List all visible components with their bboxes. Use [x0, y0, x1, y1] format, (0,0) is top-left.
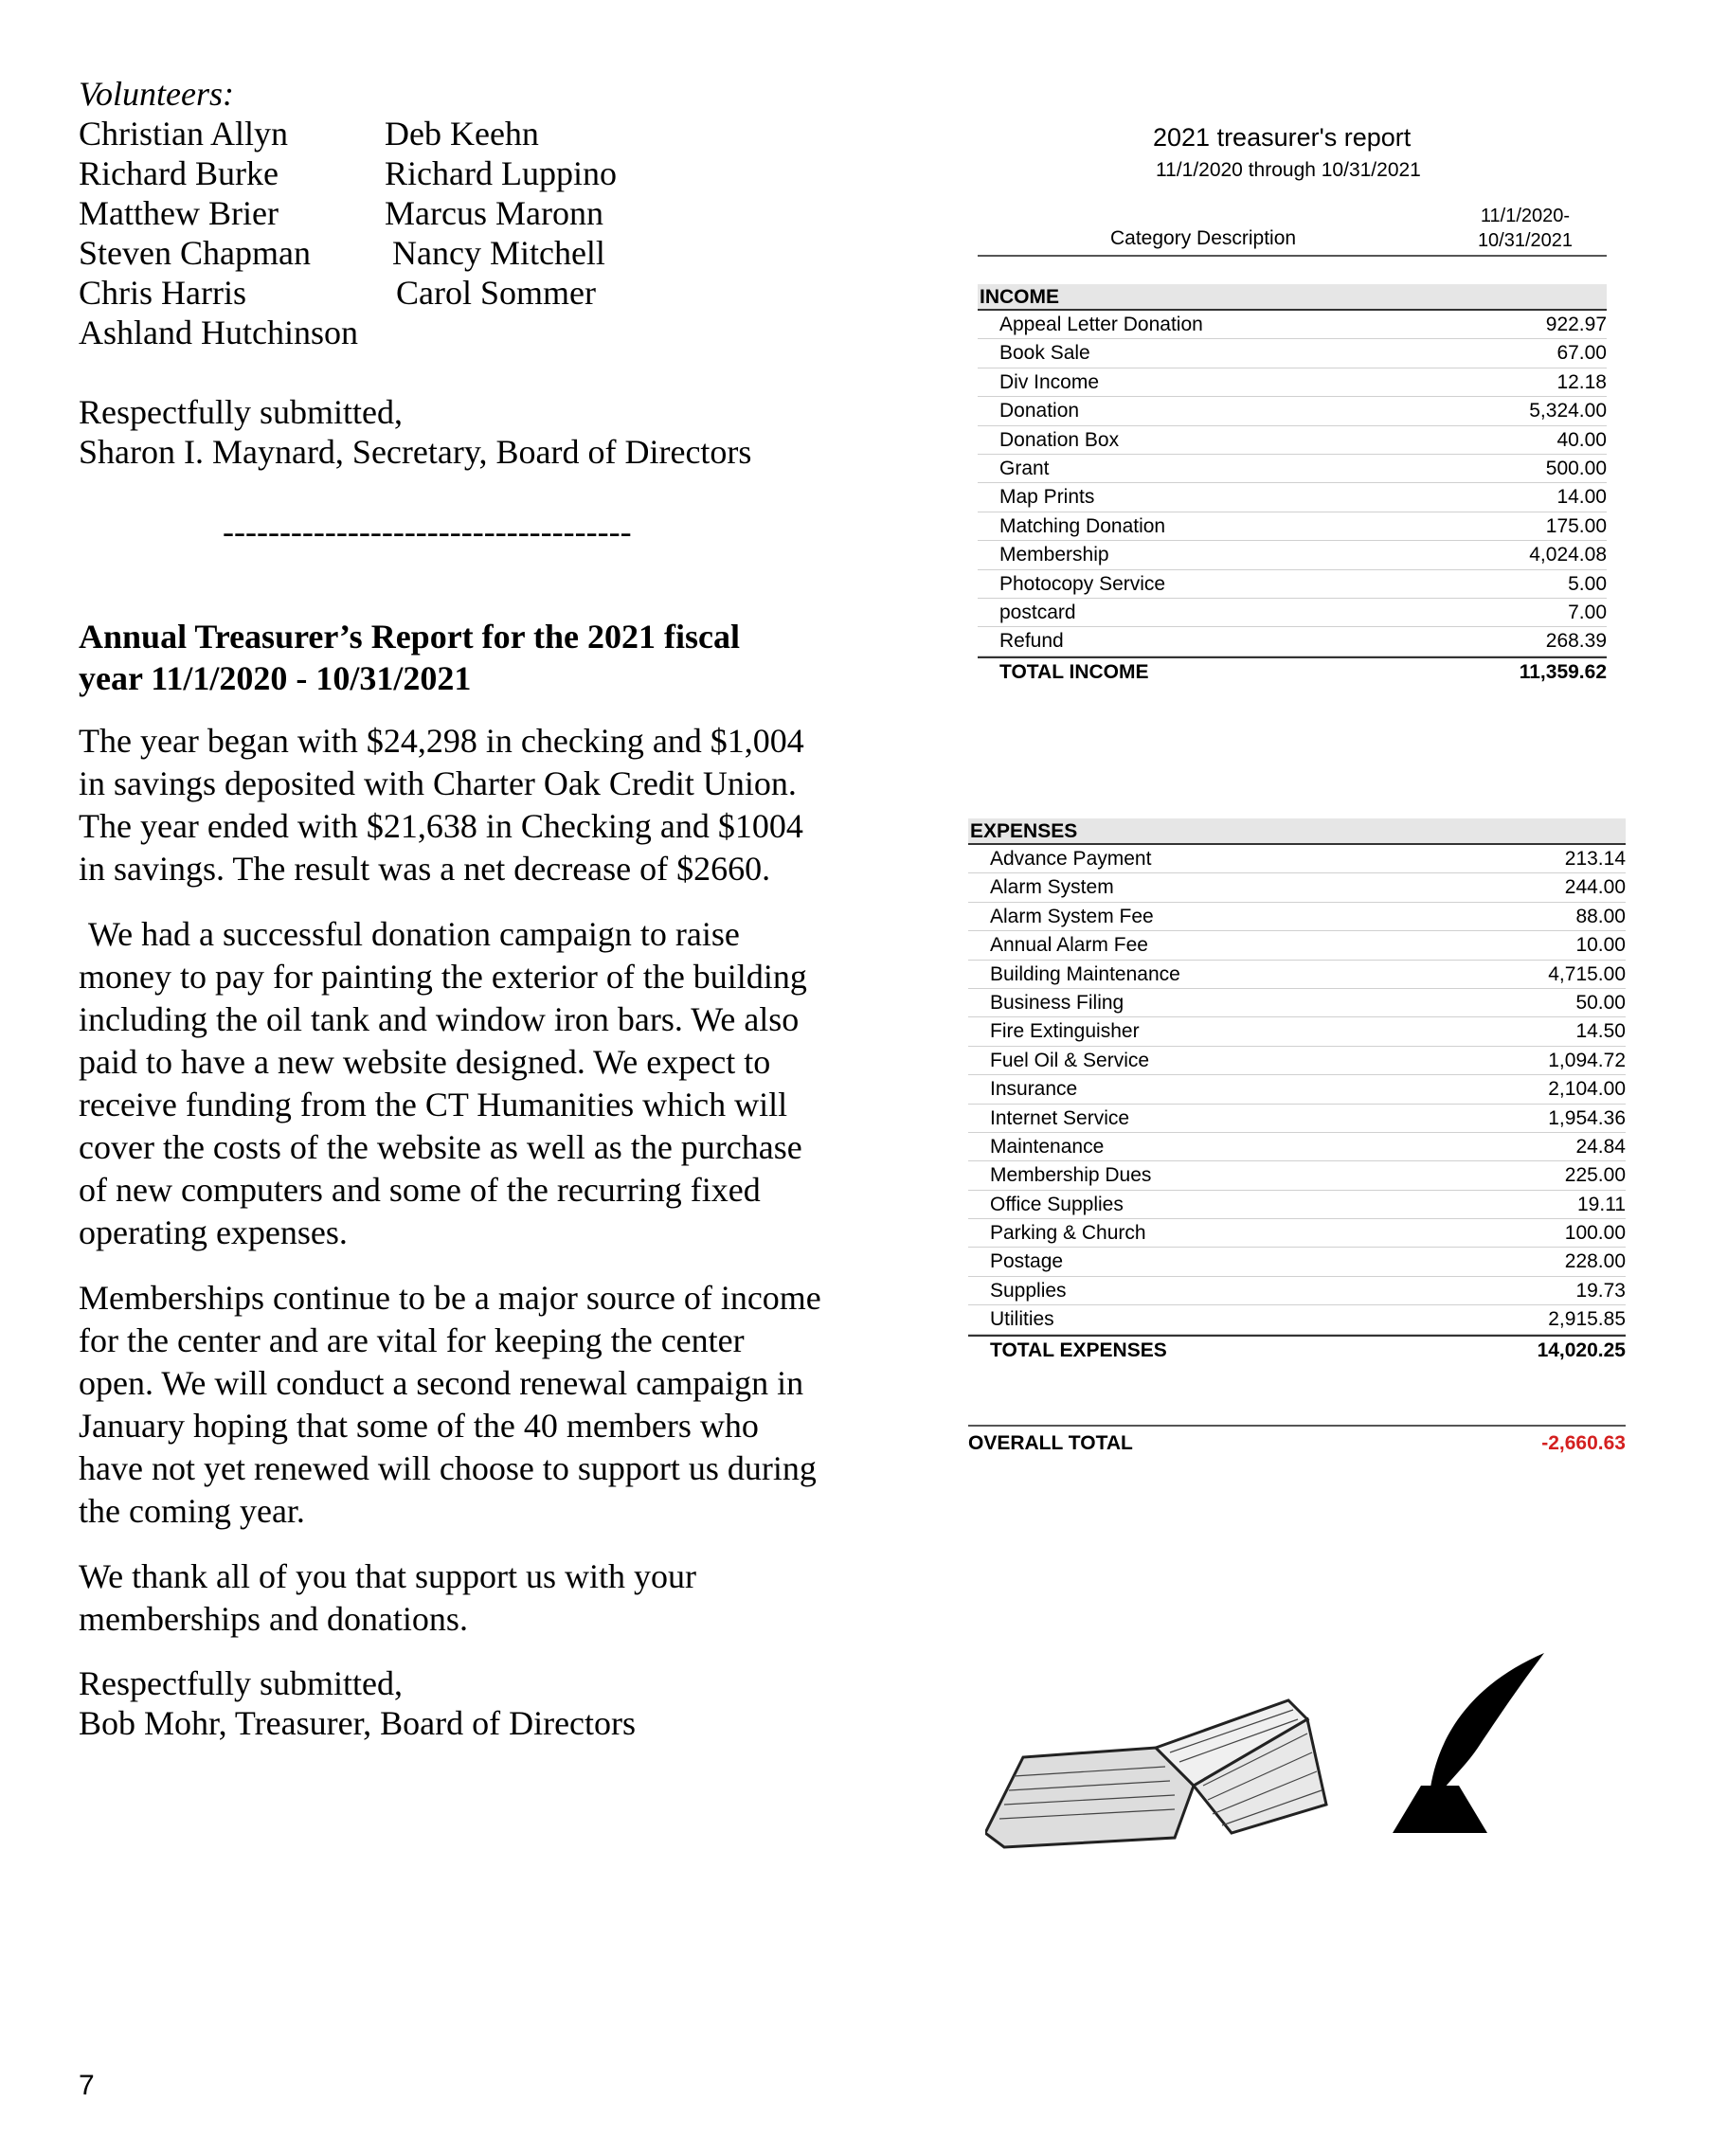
open-ledger-book-icon	[985, 1700, 1326, 1847]
income-amount: 40.00	[1556, 428, 1607, 451]
expense-row	[968, 1105, 1626, 1133]
expense-row	[968, 1075, 1626, 1104]
period-line: 11/1/2020-	[1480, 206, 1571, 226]
expense-row	[968, 1047, 1626, 1075]
expense-amount: 50.00	[1575, 991, 1626, 1014]
income-name: Book Sale	[999, 342, 1090, 365]
expense-amount: 19.73	[1575, 1279, 1626, 1302]
total-income-label: TOTAL INCOME	[999, 660, 1149, 683]
expense-amount: 2,915.85	[1548, 1308, 1626, 1331]
income-row	[978, 311, 1607, 339]
expense-amount: 228.00	[1564, 1250, 1626, 1273]
expense-row	[968, 1017, 1626, 1046]
income-heading: INCOME	[978, 284, 1607, 311]
total-income-amount: 11,359.62	[1519, 660, 1607, 683]
expense-amount: 2,104.00	[1548, 1078, 1626, 1101]
income-row	[978, 426, 1607, 455]
statement-title: 2021 treasurer's report	[1153, 123, 1412, 152]
report-title-line: Annual Treasurer’s Report for the 2021 fiscal	[79, 618, 740, 656]
expense-name: Business Filing	[990, 991, 1124, 1014]
statement-subtitle: 11/1/2020 through 10/31/2021	[1156, 159, 1421, 181]
volunteer-name	[385, 313, 837, 352]
income-name: Donation	[999, 400, 1080, 422]
income-name: Photocopy Service	[999, 572, 1166, 595]
expense-row	[968, 1133, 1626, 1161]
expenses-heading: EXPENSES	[968, 818, 1626, 845]
expense-amount: 100.00	[1564, 1222, 1626, 1245]
expense-name: Alarm System Fee	[990, 905, 1154, 927]
expense-row	[968, 961, 1626, 989]
expense-row	[968, 1191, 1626, 1219]
income-amount: 268.39	[1545, 630, 1607, 653]
expense-name: Postage	[990, 1250, 1064, 1273]
quill-inkwell-icon	[1393, 1653, 1544, 1833]
signature-line: Respectfully submitted,	[79, 393, 403, 431]
volunteer-name: Ashland Hutchinson	[79, 314, 358, 351]
income-name: Grant	[999, 457, 1050, 479]
report-paragraph: The year began with $24,298 in checking and $1,004 in savings deposited with Charter Oak Credit Union. The year ended with $21,638 in Checking and $1004 in savings. The result was a net decrease of $2660.	[79, 722, 804, 888]
income-row	[978, 627, 1607, 656]
income-name: postcard	[999, 601, 1076, 623]
volunteer-name: Richard Luppino	[385, 154, 617, 192]
income-amount: 14.00	[1556, 486, 1607, 509]
overall-total-label: OVERALL TOTAL	[968, 1432, 1133, 1454]
expenses-section	[968, 818, 1626, 1363]
section-divider: ------------------------------------	[223, 512, 632, 550]
income-row	[978, 368, 1607, 397]
volunteer-name: Carol Sommer	[396, 274, 596, 312]
expense-amount: 225.00	[1564, 1164, 1626, 1187]
volunteer-row	[79, 233, 837, 273]
income-row	[978, 455, 1607, 483]
income-name: Map Prints	[999, 486, 1095, 509]
income-amount: 7.00	[1568, 601, 1607, 623]
treasurer-signature	[79, 1663, 827, 1743]
expense-amount: 4,715.00	[1548, 962, 1626, 985]
income-row	[978, 339, 1607, 368]
income-name: Membership	[999, 544, 1109, 566]
volunteers-list	[79, 114, 837, 352]
income-row	[978, 541, 1607, 569]
expense-rows	[968, 845, 1626, 1335]
volunteers-section	[79, 74, 837, 551]
volunteer-name: Deb Keehn	[385, 115, 539, 153]
overall-total-amount: -2,660.63	[1541, 1432, 1626, 1454]
income-name: Div Income	[999, 370, 1100, 393]
expense-name: Parking & Church	[990, 1222, 1146, 1245]
expense-name: Supplies	[990, 1279, 1067, 1302]
income-row	[978, 570, 1607, 599]
income-row	[978, 397, 1607, 425]
total-expenses-label: TOTAL EXPENSES	[990, 1339, 1167, 1361]
expense-amount: 88.00	[1575, 905, 1626, 927]
header-rule	[978, 255, 1607, 257]
volunteer-name: Steven Chapman	[79, 234, 311, 272]
expense-row	[968, 989, 1626, 1017]
expense-name: Annual Alarm Fee	[990, 934, 1148, 957]
report-title-line: year 11/1/2020 - 10/31/2021	[79, 659, 472, 697]
total-expenses-amount: 14,020.25	[1537, 1339, 1626, 1361]
expense-row	[968, 903, 1626, 931]
expense-name: Internet Service	[990, 1106, 1130, 1129]
signature-name: Sharon I. Maynard, Secretary, Board of Directors	[79, 433, 752, 471]
expense-name: Office Supplies	[990, 1193, 1124, 1215]
report-paragraph: We had a successful donation campaign to raise money to pay for painting the exterior of the building including the oil tank and window iron bars. We also paid to have a new website designed. We expect to receive funding from the CT Humanities which will cover the costs of the website as well as the purchase of new computers and some of the recurring fixed operating expenses.	[79, 915, 807, 1251]
expense-amount: 1,954.36	[1548, 1106, 1626, 1129]
volunteer-name: Nancy Mitchell	[392, 234, 605, 272]
column-header-category: Category Description	[1110, 227, 1297, 249]
expense-name: Alarm System	[990, 876, 1114, 899]
volunteer-row	[79, 153, 837, 193]
expense-row	[968, 1248, 1626, 1276]
income-name: Appeal Letter Donation	[999, 314, 1203, 335]
income-name: Refund	[999, 630, 1064, 653]
income-amount: 4,024.08	[1529, 544, 1607, 566]
total-income-row	[978, 656, 1607, 685]
income-amount: 67.00	[1556, 342, 1607, 365]
expense-amount: 10.00	[1575, 934, 1626, 957]
expense-row	[968, 873, 1626, 902]
income-amount: 12.18	[1556, 370, 1607, 393]
income-name: Matching Donation	[999, 514, 1166, 537]
income-section	[978, 284, 1607, 685]
volunteers-heading: Volunteers:	[79, 75, 234, 113]
volunteer-row	[79, 114, 837, 153]
period-line: 10/31/2021	[1477, 230, 1574, 251]
signature-name: Bob Mohr, Treasurer, Board of Directors	[79, 1704, 637, 1742]
expense-name: Fuel Oil & Service	[990, 1049, 1150, 1071]
expense-name: Fire Extinguisher	[990, 1020, 1140, 1043]
expense-name: Insurance	[990, 1078, 1078, 1101]
expense-name: Membership Dues	[990, 1164, 1152, 1187]
income-amount: 5.00	[1568, 572, 1607, 595]
page-number: 7	[79, 2070, 95, 2101]
expense-row	[968, 1219, 1626, 1248]
secretary-signature	[79, 392, 837, 472]
report-paragraph: We thank all of you that support us with your memberships and donations.	[79, 1557, 697, 1638]
expense-name: Advance Payment	[990, 848, 1152, 870]
expense-row	[968, 1305, 1626, 1334]
report-body	[79, 720, 827, 1743]
column-header-period	[1469, 204, 1581, 253]
volunteer-name: Chris Harris	[79, 274, 246, 312]
expense-amount: 19.11	[1577, 1193, 1626, 1215]
income-row	[978, 483, 1607, 512]
overall-total-row	[968, 1425, 1626, 1455]
income-rows	[978, 311, 1607, 656]
report-paragraph: Memberships continue to be a major source of income for the center and are vital for keeping the center open. We will conduct a second renewal campaign in January hoping that some of the 40 members who have not yet renewed will choose to support us during the coming year.	[79, 1279, 821, 1530]
income-amount: 175.00	[1545, 514, 1607, 537]
expense-name: Maintenance	[990, 1135, 1105, 1158]
expense-name: Utilities	[990, 1308, 1054, 1331]
volunteer-row	[79, 193, 837, 233]
expense-amount: 24.84	[1575, 1135, 1626, 1158]
volunteer-row	[79, 313, 837, 352]
expense-amount: 14.50	[1575, 1020, 1626, 1043]
expense-amount: 1,094.72	[1548, 1049, 1626, 1071]
expense-row	[968, 931, 1626, 960]
income-row	[978, 512, 1607, 541]
total-expenses-row	[968, 1335, 1626, 1363]
report-title	[79, 616, 799, 699]
signature-line: Respectfully submitted,	[79, 1664, 403, 1702]
volunteer-name: Richard Burke	[79, 154, 279, 192]
expense-name: Building Maintenance	[990, 962, 1180, 985]
volunteer-name: Marcus Maronn	[385, 194, 603, 232]
volunteer-name: Matthew Brier	[79, 194, 279, 232]
expense-row	[968, 1277, 1626, 1305]
income-name: Donation Box	[999, 428, 1120, 451]
income-amount: 500.00	[1545, 457, 1607, 479]
income-amount: 922.97	[1545, 314, 1607, 335]
volunteer-name: Christian Allyn	[79, 115, 289, 153]
income-row	[978, 599, 1607, 627]
income-amount: 5,324.00	[1529, 400, 1607, 422]
expense-amount: 213.14	[1564, 848, 1626, 870]
volunteer-row	[79, 273, 837, 313]
expense-row	[968, 1161, 1626, 1190]
expense-row	[968, 845, 1626, 873]
ledger-quill-illustration	[985, 1644, 1554, 1852]
expense-amount: 244.00	[1564, 876, 1626, 899]
